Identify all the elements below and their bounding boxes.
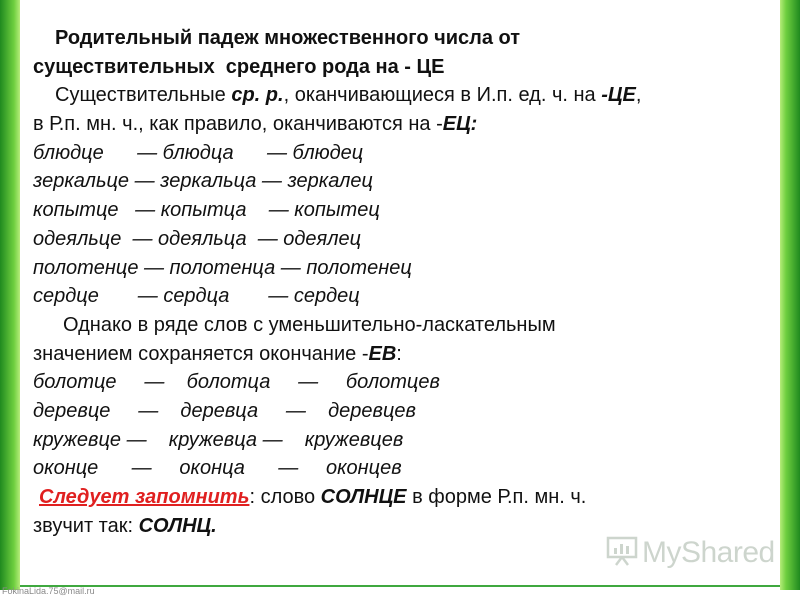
note-answer: СОЛНЦ. — [138, 514, 217, 537]
title-line-2: существительных среднего рода на - ЦЕ — [33, 55, 445, 78]
example-row: копытце — копытца — копытец — [33, 199, 380, 222]
rule-text: , — [635, 84, 642, 107]
note-label: Следует запомнить — [39, 486, 250, 508]
exception-ending-ev: ЕВ — [368, 342, 397, 365]
bottom-divider — [20, 585, 780, 587]
footer-email: FokinaLida.75@mail.ru — [2, 586, 95, 596]
note-line-1 — [33, 483, 773, 512]
title-line-1: Родительный падеж множественного числа от — [55, 27, 521, 49]
exception-line-2 — [33, 340, 773, 369]
exception-text: значением сохраняется окончание - — [33, 342, 369, 365]
note-text: : слово — [249, 486, 321, 508]
example-row: блюдце — блюдца — блюдец — [33, 141, 364, 164]
note-word: СОЛНЦЕ — [320, 486, 407, 508]
right-green-band — [780, 0, 800, 590]
left-green-band — [0, 0, 20, 590]
watermark-text: MyShared — [642, 536, 775, 569]
slide-content — [33, 24, 773, 540]
example-row: полотенце — полотенца — полотенец — [33, 256, 412, 279]
rule-ending-ec: ЕЦ: — [442, 113, 478, 136]
exception-text: : — [396, 342, 402, 365]
watermark — [606, 536, 775, 570]
rule-gender: ср. р. — [231, 84, 284, 107]
exception-example-row: болотце — болотца — болотцев — [33, 371, 440, 394]
note-text: звучит так: — [33, 514, 139, 537]
exception-example-row: оконце — оконца — оконцев — [33, 457, 402, 480]
exception-example-row: кружевце — кружевца — кружевцев — [33, 428, 404, 451]
rule-text: Существительные — [55, 84, 232, 107]
rule-text: в Р.п. мн. ч., как правило, оканчиваются на - — [33, 113, 443, 136]
rule-ending-ce: -ЦЕ — [601, 84, 636, 107]
presentation-icon — [606, 535, 638, 572]
example-row: сердце — сердца — сердец — [33, 285, 360, 308]
exception-example-row: деревце — деревца — деревцев — [33, 399, 416, 422]
note-text: в форме Р.п. мн. ч. — [406, 486, 587, 508]
exception-line-1: Однако в ряде слов с уменьшительно-ласкательным — [63, 313, 556, 336]
example-row: одеяльце — одеяльца — одеялец — [33, 227, 362, 250]
rule-text: , оканчивающиеся в И.п. ед. ч. на — [283, 84, 602, 107]
rule-line-2 — [33, 110, 773, 139]
rule-line-1 — [33, 81, 773, 110]
example-row: зеркальце — зеркальца — зеркалец — [33, 170, 373, 193]
